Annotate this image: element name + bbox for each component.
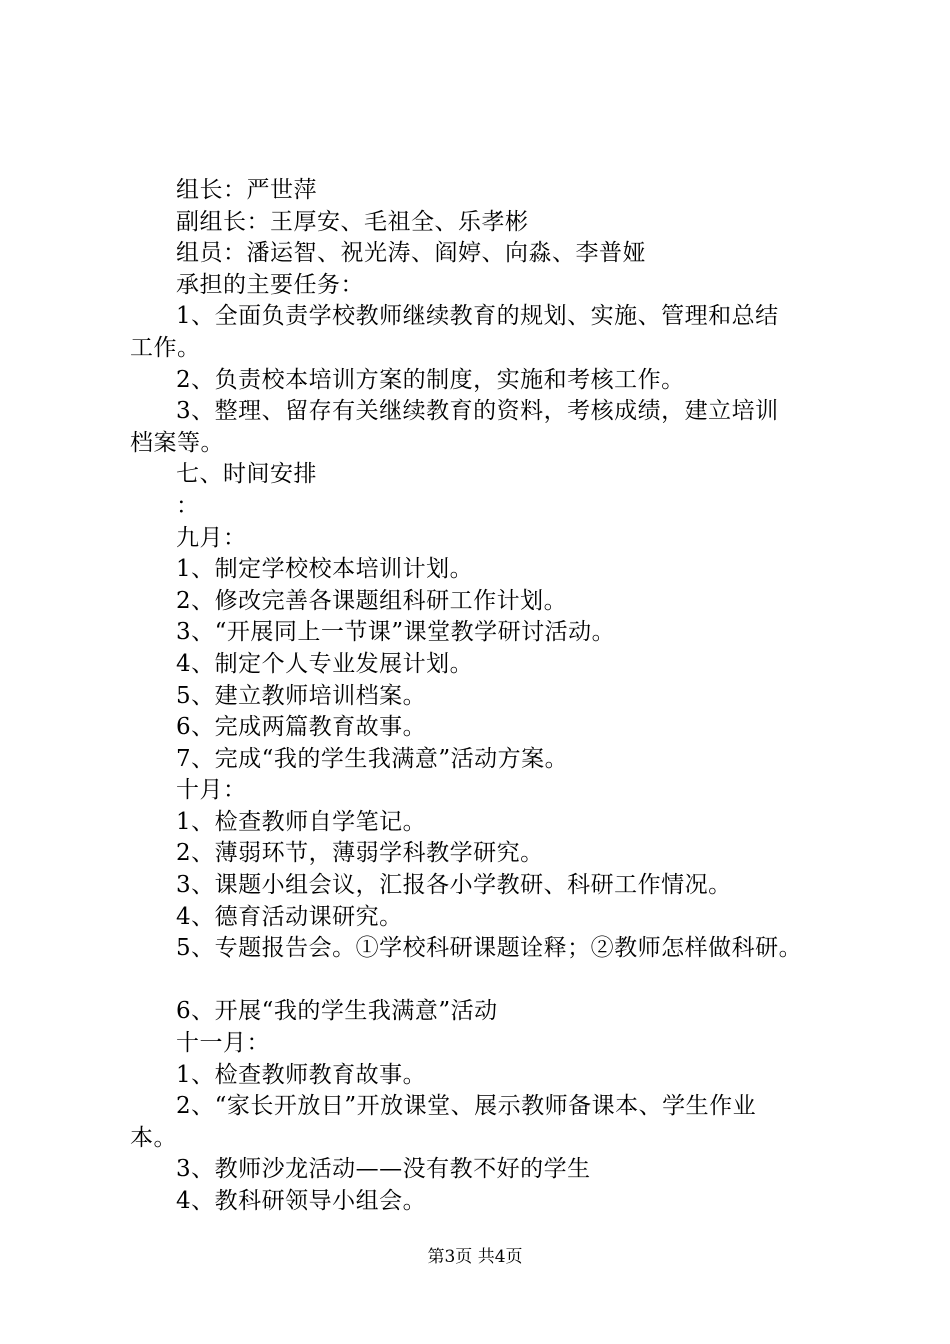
- text-line: 1、全面负责学校教师继续教育的规划、实施、管理和总结: [176, 303, 779, 330]
- text-line: 档案等。: [130, 429, 224, 456]
- text-line: 6、完成两篇教育故事。: [176, 714, 427, 741]
- text-line: 7、完成“我的学生我满意”活动方案。: [176, 745, 569, 772]
- text-line: 副组长：王厚安、毛祖全、乐孝彬: [176, 208, 529, 235]
- text-line: 5、专题报告会。①学校科研课题诠释；②教师怎样做科研。: [176, 935, 803, 962]
- blank-line: [130, 965, 835, 997]
- text-line: 2、薄弱环节，薄弱学科教学研究。: [176, 840, 544, 867]
- text-line: 2、负责校本培训方案的制度，实施和考核工作。: [176, 366, 685, 393]
- text-line: 6、开展“我的学生我满意”活动: [176, 998, 498, 1025]
- text-line: 九月：: [176, 524, 247, 551]
- text-line: 4、制定个人专业发展计划。: [176, 650, 474, 677]
- text-line: 4、教科研领导小组会。: [176, 1188, 427, 1214]
- text-line: 3、课题小组会议，汇报各小学教研、科研工作情况。: [176, 872, 732, 899]
- text-line: 本。: [130, 1124, 177, 1151]
- text-line: 3、整理、留存有关继续教育的资料，考核成绩，建立培训: [176, 398, 779, 425]
- text-line: 4、德育活动课研究。: [176, 903, 403, 930]
- document-body: [130, 175, 835, 1218]
- text-line: 十月：: [176, 777, 247, 804]
- text-line: 七、时间安排: [176, 461, 317, 488]
- text-line: 工作。: [130, 334, 201, 361]
- text-line: ：: [176, 492, 200, 519]
- text-line: 2、“家长开放日”开放课堂、展示教师备课本、学生作业: [176, 1093, 757, 1120]
- text-line: 承担的主要任务：: [176, 271, 364, 298]
- text-line: 1、检查教师教育故事。: [176, 1061, 427, 1088]
- text-line: 3、“开展同上一节课”课堂教学研讨活动。: [176, 619, 616, 646]
- text-line: 组长：严世萍: [176, 177, 317, 203]
- text-line: 1、检查教师自学笔记。: [176, 808, 427, 835]
- page-footer: 第3页 共4页: [427, 1247, 523, 1267]
- text-line: 1、制定学校校本培训计划。: [176, 556, 474, 583]
- text-line: 3、教师沙龙活动——没有教不好的学生: [176, 1156, 591, 1183]
- text-line: 十一月：: [176, 1030, 270, 1057]
- text-line: 组员：潘运智、祝光涛、阎婷、向淼、李普娅: [176, 240, 646, 267]
- text-line: 2、修改完善各课题组科研工作计划。: [176, 587, 568, 614]
- text-line: 5、建立教师培训档案。: [176, 682, 427, 709]
